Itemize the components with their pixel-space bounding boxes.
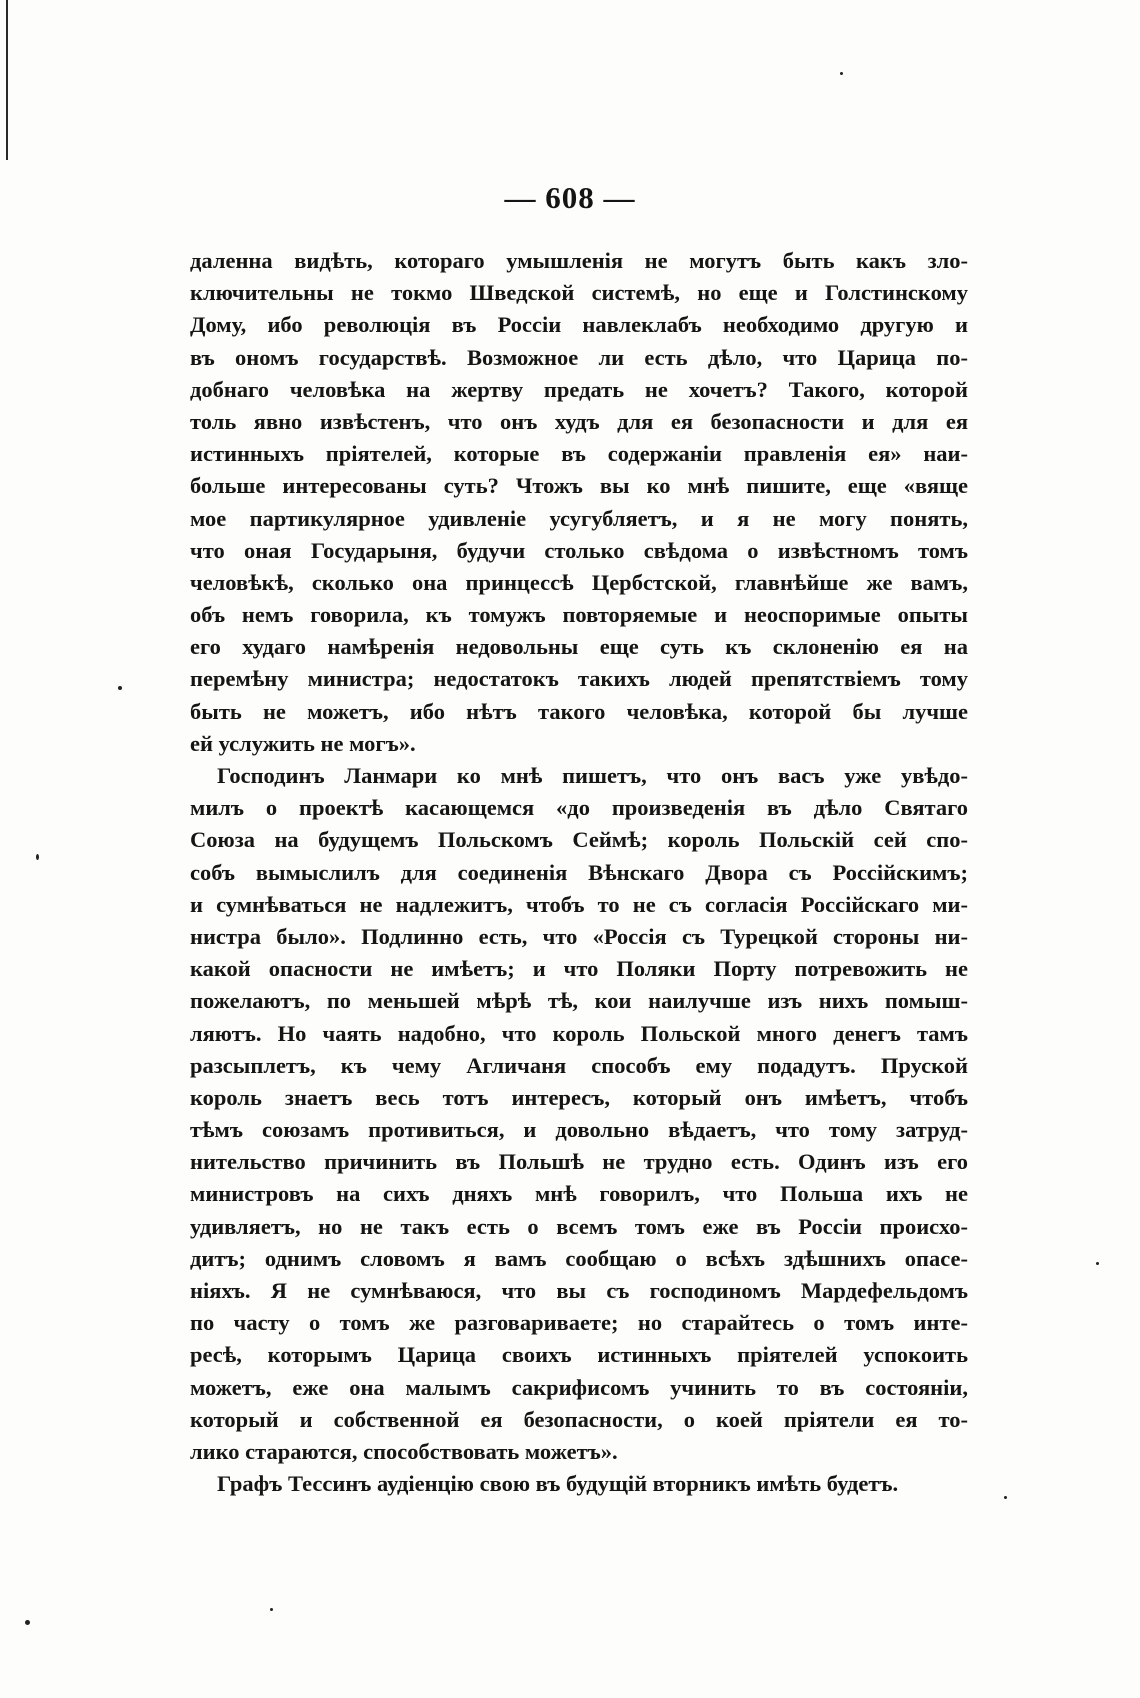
text-line: его худаго намѣренія недовольны еще суть къ склоненію ея на — [190, 634, 968, 660]
text-line: какой опасности не имѣетъ; и что Поляки Порту потревожить не — [190, 956, 968, 982]
scan-speck — [118, 686, 122, 690]
text-line: дитъ; однимъ словомъ я вамъ сообщаю о всѣхъ здѣшнихъ опасе- — [190, 1245, 968, 1271]
text-line: удивляетъ, но не такъ есть о всемъ томъ еже въ Россіи происхо- — [190, 1213, 968, 1239]
text-line: собъ вымыслилъ для соединенія Вѣнскаго Двора съ Россійскимъ; — [190, 859, 968, 885]
scan-speck — [1096, 1262, 1099, 1265]
text-line: истинныхъ пріятелей, которые въ содержаніи правленія ея» наи- — [190, 441, 968, 467]
paragraph-end-line: ей услужить не могъ». — [190, 730, 416, 756]
text-line: ресѣ, которымъ Царица своихъ истинныхъ пріятелей успокоить — [190, 1342, 968, 1368]
text-line: объ немъ говорила, къ томужъ повторяемые и неоспоримые опыты — [190, 602, 968, 628]
text-line: что оная Государыня, будучи столько свѣдома о извѣстномъ томъ — [190, 537, 968, 563]
text-line: Дому, ибо революція въ Россіи навлеклабъ необходимо другую и — [190, 312, 968, 338]
final-line: Графъ Тессинъ аудіенцію свою въ будущій вторникъ имѣть будетъ. — [217, 1471, 899, 1497]
paragraph-start-line: Господинъ Ланмари ко мнѣ пишетъ, что онъ васъ уже увѣдо- — [217, 763, 968, 788]
text-line: по часту о томъ же разговариваете; но старайтесь о томъ инте- — [190, 1310, 968, 1336]
paragraph-end-line: лико стараются, способствовать можетъ». — [190, 1438, 618, 1464]
text-line: мое партикулярное удивленіе усугубляетъ, и я не могу понять, — [190, 505, 968, 531]
text-line: который и собственной ея безопасности, о коей пріятели ея то- — [190, 1406, 968, 1432]
text-line: можетъ, еже она малымъ сакрифисомъ учинить то въ состояніи, — [190, 1374, 968, 1400]
scan-speck — [270, 1608, 273, 1611]
text-line: министровъ на сихъ дняхъ мнѣ говорилъ, что Польша ихъ не — [190, 1181, 968, 1207]
text-line: пожелаютъ, по меньшей мѣрѣ тѣ, кои наилучше изъ нихъ помыш- — [190, 988, 968, 1014]
text-line: тѣмъ союзамъ противиться, и довольно вѣдаетъ, что тому затруд- — [190, 1117, 968, 1143]
scan-speck — [1004, 1496, 1007, 1499]
text-line: милъ о проектѣ касающемся «до произведенія въ дѣло Святаго — [190, 795, 968, 821]
text-line: добнаго человѣка на жертву предать не хочетъ? Такого, которой — [190, 376, 968, 402]
text-line: и сумнѣваться не надлежитъ, чтобъ то не съ согласія Россійскаго ми- — [190, 891, 968, 917]
text-line: ключительны не токмо Шведской системѣ, но еще и Голстинскому — [190, 280, 968, 306]
text-line: нительство причинить въ Польшѣ не трудно есть. Одинъ изъ его — [190, 1149, 968, 1175]
text-line: Союза на будущемъ Польскомъ Сеймѣ; король Польскій сей спо- — [190, 827, 968, 853]
text-line: въ ономъ государствѣ. Возможное ли есть дѣло, что Царица по- — [190, 344, 968, 370]
text-line: даленна видѣть, котораго умышленія не могутъ быть какъ зло- — [190, 248, 968, 273]
text-line: быть не можетъ, ибо нѣтъ такого человѣка, которой бы лучше — [190, 698, 968, 724]
text-line: перемѣну министра; недостатокъ такихъ людей препятствіемъ тому — [190, 666, 968, 692]
text-line: ляютъ. Но чаять надобно, что король Польской много денегъ тамъ — [190, 1020, 968, 1046]
scan-speck — [840, 72, 843, 75]
text-line: нистра было». Подлинно есть, что «Россія съ Турецкой стороны ни- — [190, 923, 968, 949]
text-line: больше интересованы суть? Чтожъ вы ко мнѣ пишите, еще «вяще — [190, 473, 968, 499]
scan-speck — [25, 1620, 30, 1625]
text-line: король знаетъ весь тотъ интересъ, который онъ имѣетъ, чтобъ — [190, 1084, 968, 1110]
text-line: разсыплетъ, къ чему Агличаня способъ ему подадутъ. Пруской — [190, 1052, 968, 1078]
text-line: толь явно извѣстенъ, что онъ худъ для ея безопасности и для ея — [190, 408, 968, 434]
scan-speck — [36, 854, 39, 860]
text-line: ніяхъ. Я не сумнѣваюся, что вы съ господиномъ Мардефельдомъ — [190, 1278, 968, 1303]
text-line: человѣкѣ, сколько она принцессѣ Цербстской, главнѣйше же вамъ, — [190, 569, 968, 595]
page-edge-line — [6, 0, 8, 160]
body-text — [190, 245, 968, 1500]
page-number: — 608 — — [504, 180, 636, 215]
